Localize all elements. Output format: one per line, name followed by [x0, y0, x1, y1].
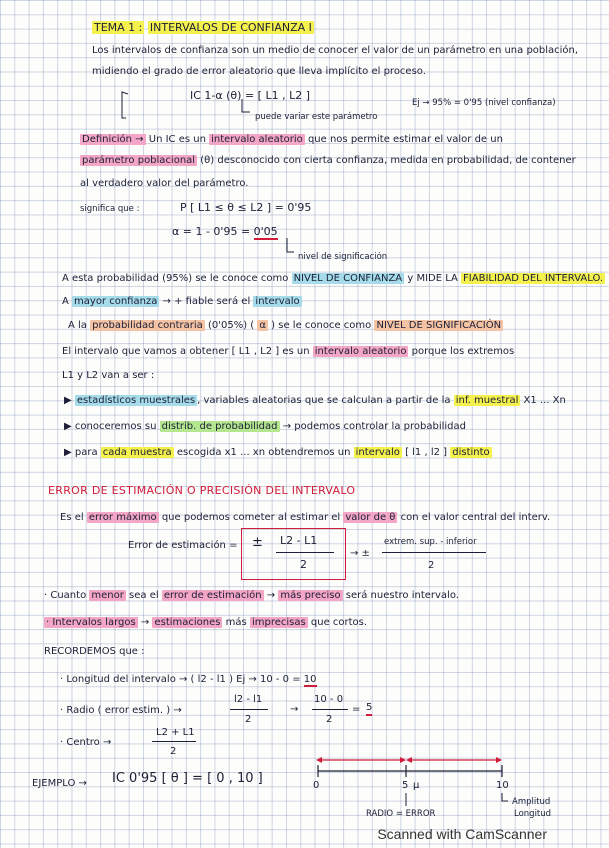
confidence-level-highlight: NIVEL DE CONFIANZA — [293, 273, 403, 284]
estimation-error-highlight: error de estimación — [163, 590, 262, 601]
probability-equation: P [ L1 ≤ θ ≤ L2 ] = 0'95 — [180, 201, 312, 214]
amplitude-label: Amplitud — [512, 797, 551, 807]
radius-label: · Radio ( error estim. ) → — [60, 705, 182, 716]
topic-title-text: INTERVALOS DE CONFIANZA I — [149, 21, 312, 34]
paragraph-text: será nuestro intervalo. — [345, 590, 459, 601]
definition-text: que nos permite estimar el valor de un — [307, 134, 503, 145]
alpha-equation-text: α = 1 - 0'95 = — [172, 225, 251, 238]
number-line-mu: μ — [413, 780, 420, 791]
plus-minus: ± — [252, 535, 263, 550]
long-intervals-highlight: · Intervalos largos — [46, 617, 136, 628]
alpha-highlight: α — [259, 320, 266, 331]
amplitude-pointer — [502, 793, 508, 801]
recordemos-heading: RECORDEMOS que : — [44, 646, 145, 657]
each-sample-highlight: cada muestra — [102, 447, 172, 458]
definition-text: (θ) desconocido con cierta confianza, medida en probabilidad, de contener — [200, 155, 576, 166]
arrowhead-mid-left-icon — [400, 757, 406, 763]
paragraph-text: (0'05%) ( — [207, 320, 255, 331]
more-precise-highlight: más preciso — [280, 590, 341, 601]
length-result: 10 — [303, 674, 317, 685]
arrowhead-left-icon — [316, 757, 322, 763]
bullet-text: [ l1 , l2 ] — [405, 447, 448, 458]
ic-formula: IC 1-α (θ) = [ L1 , L2 ] — [190, 89, 310, 102]
bracket-left — [122, 92, 128, 118]
bullet-arrow-icon: ▶ — [64, 421, 72, 432]
example-label: EJEMPLO → — [32, 778, 87, 789]
paragraph-text: más — [225, 617, 247, 628]
bullet-text: para — [74, 447, 98, 458]
bullet-arrow-icon: ▶ — [64, 395, 72, 406]
paragraph-text: A — [62, 296, 69, 307]
paragraph-extremes: L1 y L2 van a ser : — [62, 370, 155, 381]
significance-level-highlight: NIVEL DE SIGNIFICACIÓN — [376, 320, 502, 331]
paragraph-text: A la — [68, 320, 87, 331]
paragraph-text: que podemos cometer al estimar el — [161, 512, 341, 523]
more-confidence-highlight: mayor confianza — [74, 296, 158, 307]
formula-denominator: 2 — [300, 558, 307, 571]
interval-highlight: intervalo — [255, 296, 300, 307]
formula-denominator-2: 2 — [428, 560, 435, 571]
bullet-arrow-icon: ▶ — [64, 447, 72, 458]
radius-arrow: → — [290, 704, 299, 715]
formula-arrow: → ± — [350, 548, 370, 559]
center-label: · Centro → — [60, 737, 112, 748]
error-formula-label: Error de estimación = — [128, 540, 238, 551]
note-arrow — [242, 99, 250, 112]
smaller-highlight: menor — [91, 590, 124, 601]
sample-info-highlight: inf. muestral — [455, 395, 519, 406]
length-text: · Longitud del intervalo → ( l2 - l1 ) Ej → 10 - 0 = — [60, 674, 301, 685]
radio-error-label: RADIO = ERROR — [366, 809, 436, 819]
camscanner-watermark: Scanned with CamScanner — [377, 826, 547, 842]
paragraph-text: · Cuanto — [44, 590, 87, 601]
radius-result: 5 — [366, 702, 372, 716]
topic-number: TEMA 1 : — [94, 21, 143, 34]
definition-label: Definición → — [82, 134, 144, 145]
paragraph-text: porque los extremos — [411, 346, 515, 357]
significa-label: significa que : — [80, 204, 140, 214]
imprecise-highlight: imprecisas — [251, 617, 306, 628]
theta-value-highlight: valor de θ — [345, 512, 396, 523]
ic-parameter-note: puede variar este parámetro — [255, 112, 378, 122]
paragraph-text: A esta probabilidad (95%) se le conoce como — [62, 273, 289, 284]
number-line-ten: 10 — [496, 780, 509, 791]
distinct-highlight: distinto — [452, 447, 490, 458]
number-line-zero: 0 — [313, 780, 320, 791]
alpha-value: 0'05 — [253, 225, 278, 238]
sample-statistics-highlight: estadísticos muestrales — [76, 395, 196, 406]
population-parameter-highlight: parámetro poblacional — [82, 155, 196, 166]
sample-variables: X1 ... Xn — [523, 395, 566, 406]
radius-denominator-2: 2 — [326, 714, 333, 725]
interval-highlight-2: intervalo — [355, 447, 400, 458]
center-denominator: 2 — [170, 746, 177, 757]
paragraph-text: ) se le conoce como — [271, 320, 372, 331]
paragraph-text: Es el — [60, 512, 84, 523]
contrary-probability-highlight: probabilidad contraria — [92, 320, 203, 331]
radius-equals: = — [352, 704, 361, 715]
paragraph-text: → — [140, 617, 150, 628]
center-numerator: L2 + L1 — [156, 727, 195, 738]
definition-line-3: al verdadero valor del parámetro. — [80, 178, 249, 189]
paragraph-text: con el valor central del interv. — [400, 512, 551, 523]
bullet-text: conoceremos su — [74, 421, 157, 432]
bullet-text: escogida x1 ... xn obtendremos un — [176, 447, 351, 458]
paragraph-text: El intervalo que vamos a obtener [ L1 , L2 ] es un — [62, 346, 310, 357]
ic-example: Ej → 95% = 0'95 (nivel confianza) — [412, 98, 556, 108]
distribution-highlight: distrib. de probabilidad — [161, 421, 278, 432]
formula-numerator: L2 - L1 — [280, 534, 318, 547]
paragraph-text: sea el — [129, 590, 159, 601]
definition-text: Un IC es un — [148, 134, 206, 145]
max-error-highlight: error máximo — [88, 512, 157, 523]
bullet-text: , variables aleatorias que se calculan a partir de la — [197, 395, 451, 406]
paragraph-text: y MIDE LA — [407, 273, 458, 284]
paragraph-text: → — [266, 590, 276, 601]
significance-arrow — [287, 238, 294, 252]
bullet-text: → podemos controlar la probabilidad — [282, 421, 466, 432]
paragraph-text: → + fiable será el — [162, 296, 251, 307]
random-interval-highlight-2: intervalo aleatorio — [314, 346, 407, 357]
number-line-five: 5 — [402, 780, 409, 791]
example-formula: IC 0'95 [ θ ] = [ 0 , 10 ] — [112, 771, 263, 786]
paragraph-text: que cortos. — [310, 617, 368, 628]
random-interval-highlight: intervalo aleatorio — [211, 134, 303, 145]
interval-reliability-highlight: FIABILIDAD DEL INTERVALO. — [463, 273, 604, 284]
error-section-title: ERROR DE ESTIMACIÓN O PRECISIÓN DEL INTERVALO — [48, 484, 356, 497]
radius-denominator: 2 — [245, 714, 252, 725]
intro-line-1: Los intervalos de confianza son un medio de conocer el valor de un parámetro en una población, — [92, 45, 579, 56]
formula-numerator-2: extrem. sup. - inferior — [384, 537, 477, 547]
arrowhead-mid-right-icon — [406, 757, 412, 763]
estimations-highlight: estimaciones — [154, 617, 221, 628]
radius-numerator-2: 10 - 0 — [314, 694, 344, 705]
length-label: Longitud — [514, 809, 552, 819]
arrowhead-right-icon — [496, 757, 502, 763]
radius-numerator: l2 - l1 — [234, 694, 263, 705]
significance-note: nivel de significación — [298, 252, 388, 262]
intro-line-2: midiendo el grado de error aleatorio que lleva implícito el proceso. — [92, 66, 426, 77]
